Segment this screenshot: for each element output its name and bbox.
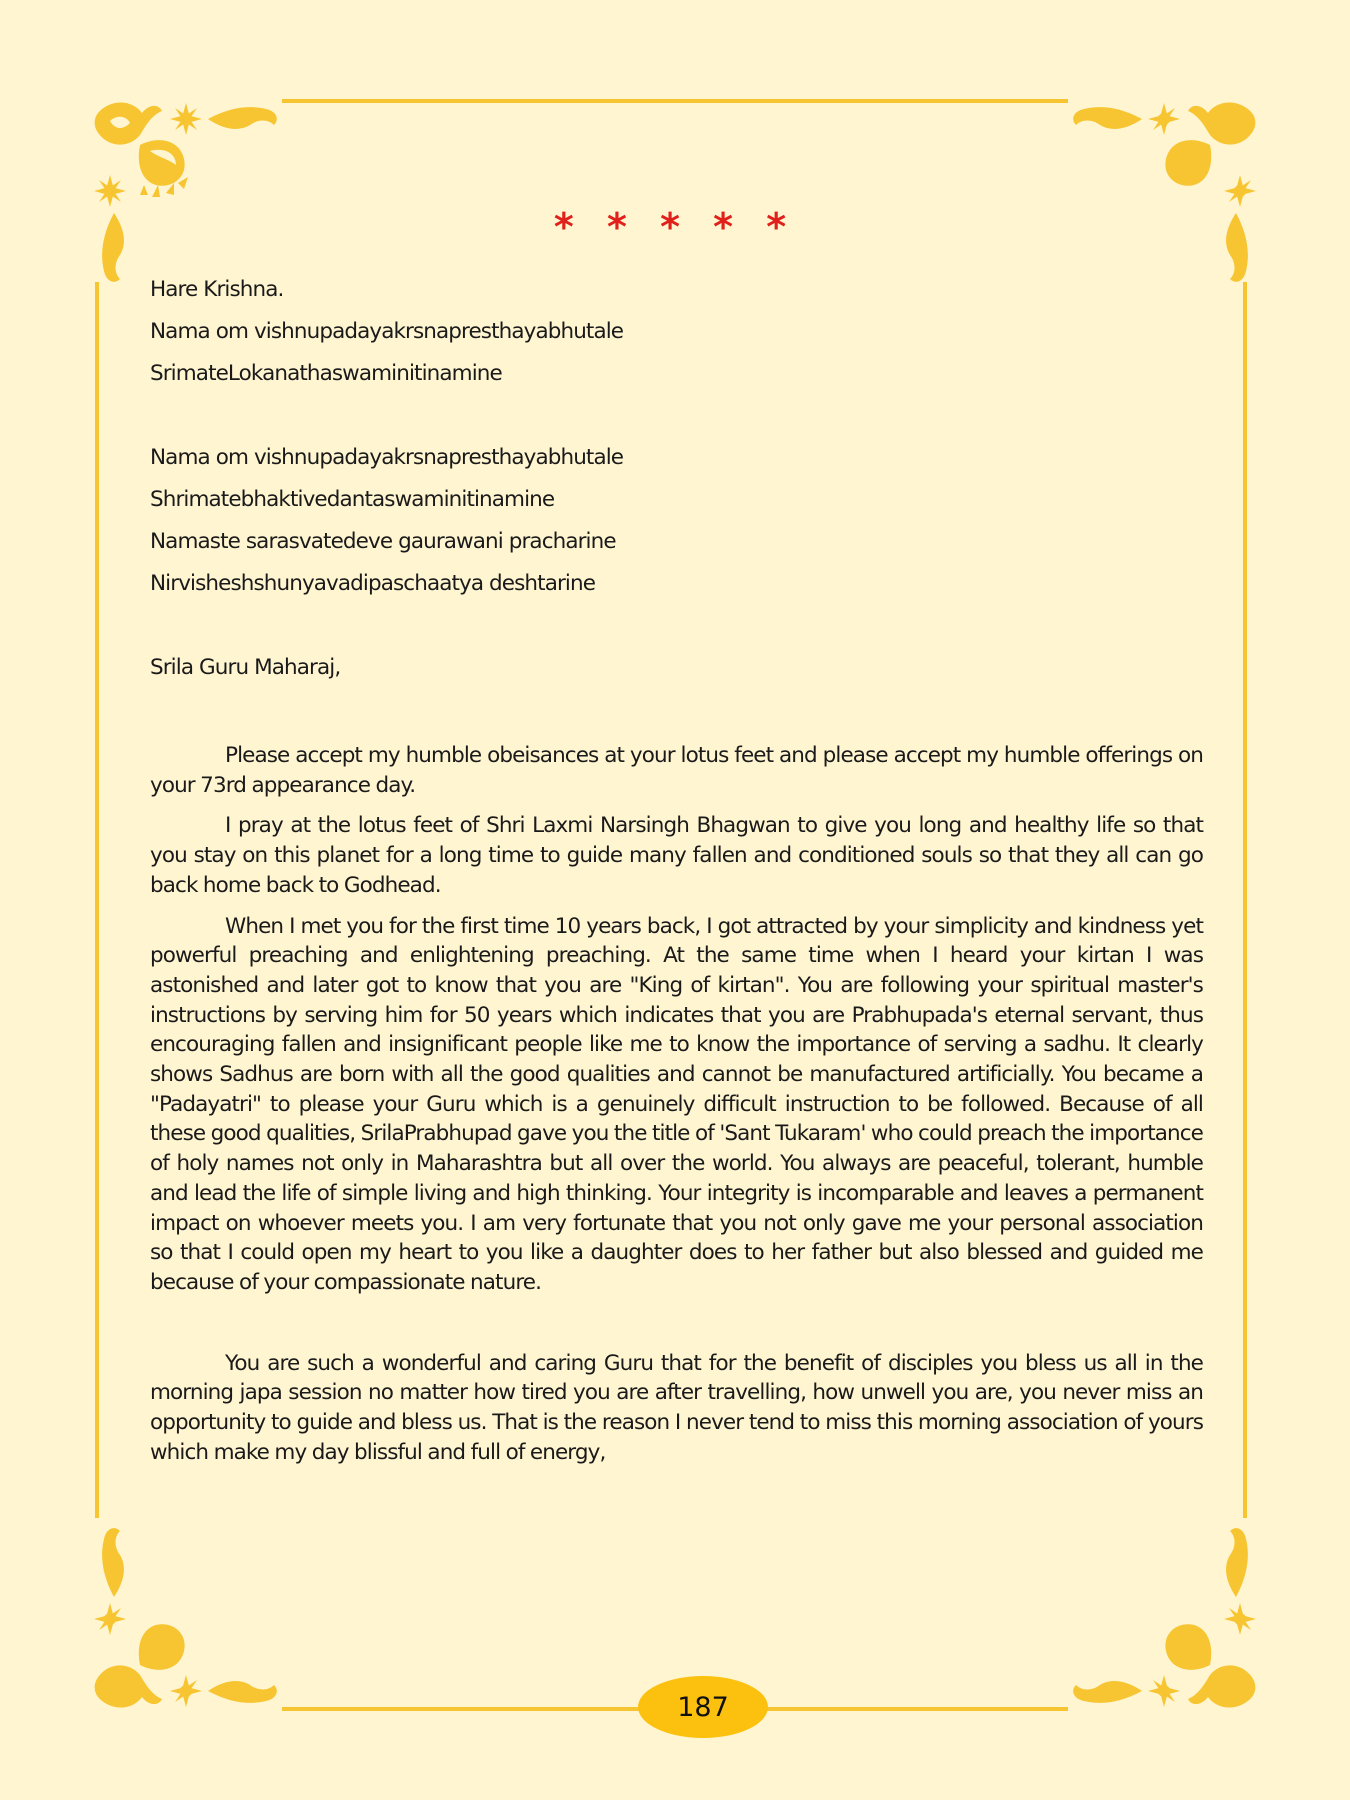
verse-line: Nirvisheshshunyavadipaschaatya deshtarine [150,571,596,596]
paragraph: You are such a wonderful and caring Guru that for the benefit of disciples you bless us all in the morning japa session no matter how tired you are after travelling, how unwell you are, you never miss an opportunity to guide and bless us. That is the reason I never tend to miss this morning association of yours which make my day blissful and full of energy, [150,1350,1203,1465]
page-number-badge [638,1676,768,1738]
verse-line: Nama om vishnupadayakrsnapresthayabhutale [150,445,624,470]
greeting: Hare Krishna. [150,277,284,302]
floral-corner-icon [80,1525,280,1725]
verse-line: Namaste sarasvatedeve gaurawani pracharine [150,529,616,554]
verse-line: Shrimatebhaktivedantaswaminitinamine [150,487,555,512]
verse-line: Nama om vishnupadayakrsnapresthayabhutale [150,319,624,344]
verse-line: SrimateLokanathaswaminitinamine [150,361,502,386]
floral-corner-icon [1070,85,1270,285]
paragraph: I pray at the lotus feet of Shri Laxmi Narsingh Bhagwan to give you long and healthy life so that you stay on this planet for a long time to guide many fallen and conditioned souls so that they all can go back home back to Godhead. [150,813,1203,898]
border-right [1243,282,1247,1518]
paragraph: When I met you for the first time 10 years back, I got attracted by your simplicity and kindness yet powerful preaching and enlightening preaching. At the same time when I heard your kirtan I was astonished and later got to know that you are "King of kirtan". You are following your spiritual master's instructions by serving him for 50 years which indicates that you are Prabhupada's eternal servant, thus encouraging fallen and insignificant people like me to know the importance of serving a sadhu. It clearly shows Sadhus are born with all the good qualities and cannot be manufactured artificially. You became a "Padayatri" to please your Guru which is a genuinely difficult instruction to be followed. Because of all these good qualities, SrilaPrabhupad gave you the title of 'Sant Tukaram' who could preach the importance of holy names not only in Maharashtra but all over the world. You always are peaceful, tolerant, humble and lead the life of simple living and high thinking. Your integrity is incomparable and leaves a permanent impact on whoever meets you. I am very fortunate that you not only gave me your personal association so that I could open my heart to you like a daughter does to her father but also blessed and guided me because of your compassionate nature. [150,913,1203,1295]
floral-corner-icon [1070,1525,1270,1725]
border-top [282,99,1068,103]
star-separator: * * * * * [553,205,797,249]
salutation: Srila Guru Maharaj, [150,655,341,680]
border-left [95,282,99,1518]
paragraph: Please accept my humble obeisances at your lotus feet and please accept my humble offerings on your 73rd appearance day. [150,743,1203,798]
page-number: 187 [677,1691,729,1723]
floral-corner-icon [80,85,280,285]
letter-content [150,275,1203,1478]
